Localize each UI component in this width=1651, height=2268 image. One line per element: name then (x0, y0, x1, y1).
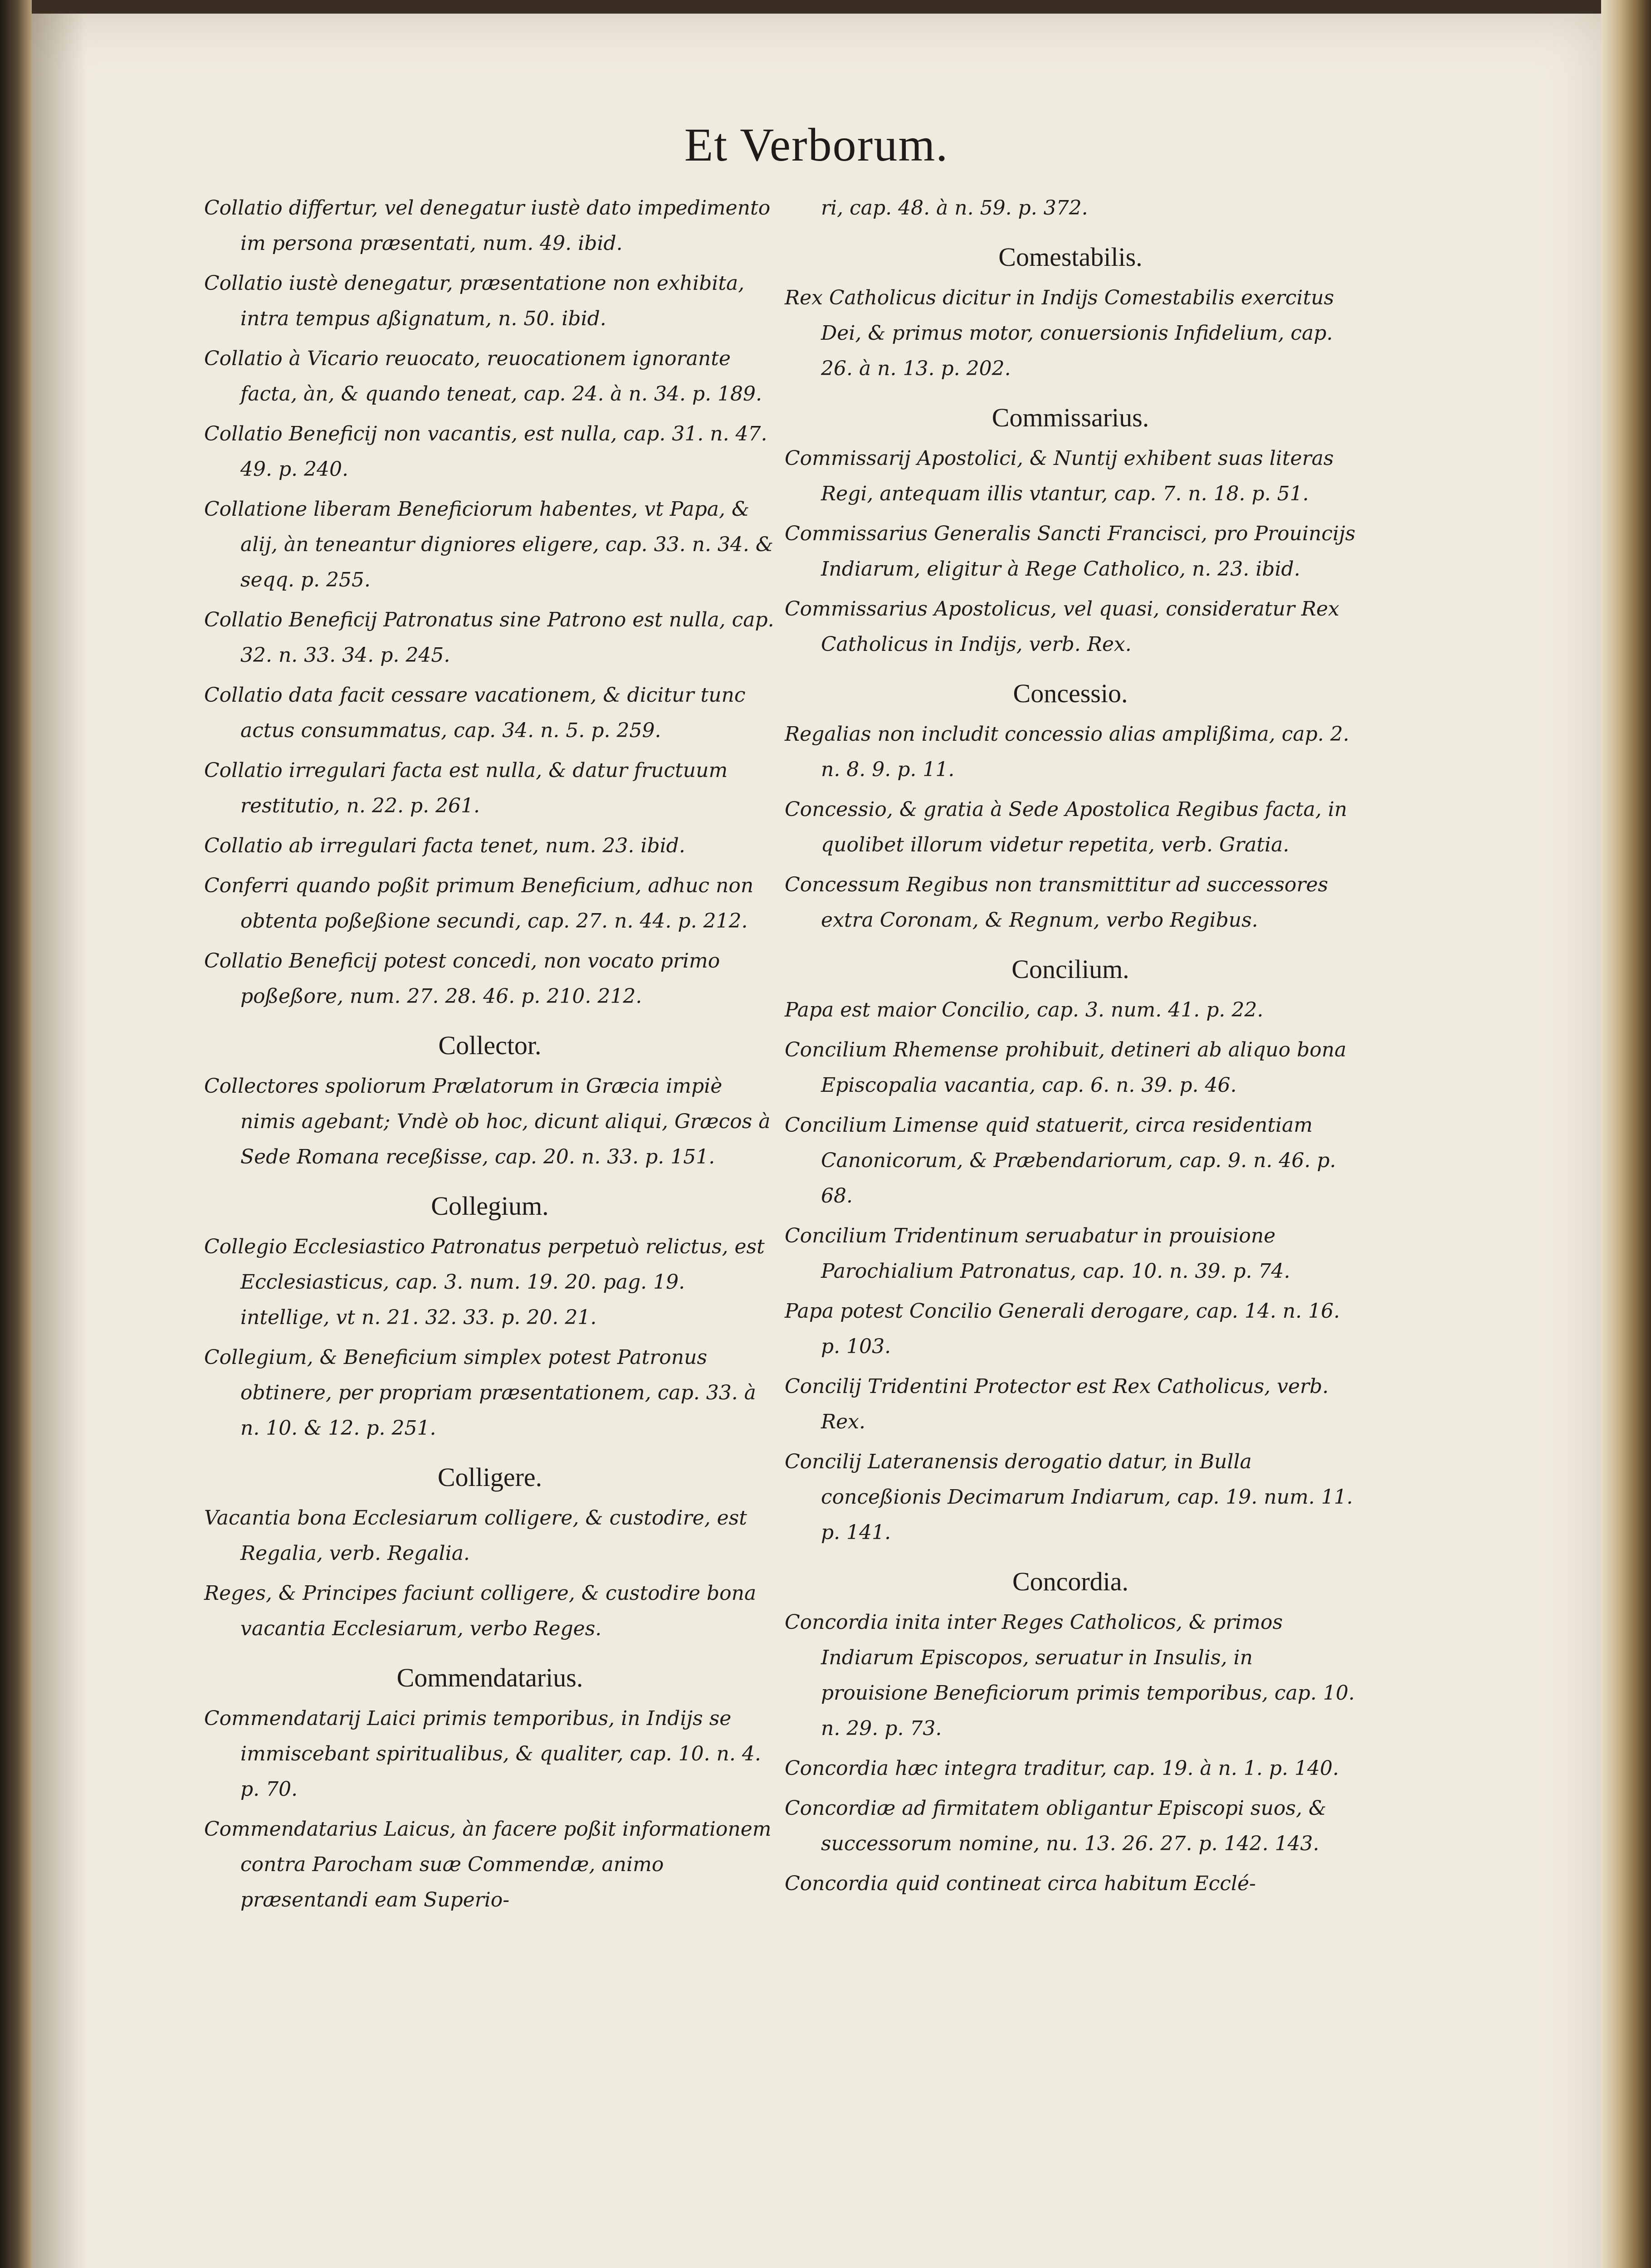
index-entry: Reges, & Principes faciunt colligere, & custodire bona vacantia Ecclesiarum, verbo Reges. (204, 1582, 757, 1640)
index-entry: Collatione liberam Beneficiorum habentes, vt Papa, & alij, àn teneantur digniores eligere, cap. 33. n. 34. & seqq. p. 255. (204, 498, 774, 591)
running-head: Et Verborum. (684, 119, 949, 171)
index-entry: Collatio iustè denegatur, præsentatione non exhibita, intra tempus aßignatum, n. 50. ibid. (204, 272, 745, 330)
section-heading-colligere: Colligere. (437, 1462, 542, 1492)
index-entry: Collegio Ecclesiastico Patronatus perpetuò relictus, est Ecclesiasticus, cap. 3. num. 19. 20. pag. 19. intellige, vt n. 21. 32. 33. p. 20. 21. (204, 1235, 765, 1329)
index-entry: Collatio irregulari facta est nulla, & datur fructuum restitutio, n. 22. p. 261. (204, 759, 728, 817)
facing-page-edge (0, 0, 32, 2268)
index-entry: Concilij Lateranensis derogatio datur, in Bulla conceßionis Decimarum Indiarum, cap. 19. num. 11. p. 141. (785, 1450, 1353, 1544)
index-entry: Concordia hæc integra traditur, cap. 19. à n. 1. p. 140. (785, 1757, 1339, 1780)
section-heading-concordia: Concordia. (1012, 1567, 1129, 1596)
section-heading-commissarius: Commissarius. (992, 403, 1149, 432)
index-entry: Papa potest Concilio Generali derogare, cap. 14. n. 16. p. 103. (785, 1300, 1340, 1358)
index-entry: Commissarius Apostolicus, vel quasi, consideratur Rex Catholicus in Indijs, verb. Rex. (785, 597, 1339, 656)
page-stack-edge (1601, 0, 1651, 2268)
section-heading-comestabilis: Comestabilis. (998, 242, 1143, 272)
section-heading-collegium: Collegium. (431, 1191, 549, 1221)
index-entry: Collatio differtur, vel denegatur iustè dato impedimento im persona præsentati, num. 49. ibid. (204, 196, 771, 255)
index-entry: Collatio data facit cessare vacationem, & dicitur tunc actus consummatus, cap. 34. n. 5. p. 259. (204, 684, 746, 742)
section-heading-collector: Collector. (438, 1031, 542, 1060)
index-entry: Rex Catholicus dicitur in Indijs Comestabilis exercitus Dei, & primus motor, conuersionis Infidelium, cap. 26. à n. 13. p. 202. (785, 286, 1334, 380)
index-entry: Commissarius Generalis Sancti Francisci, pro Prouincijs Indiarum, eligitur à Rege Catholico, n. 23. ibid. (785, 522, 1356, 581)
index-entry-continuation: ri, cap. 48. à n. 59. p. 372. (821, 196, 1088, 220)
index-entry: Papa est maior Concilio, cap. 3. num. 41. p. 22. (785, 998, 1264, 1022)
index-entry: Collatio Beneficij Patronatus sine Patrono est nulla, cap. 32. n. 33. 34. p. 245. (204, 608, 774, 667)
gutter-shadow (32, 14, 86, 2268)
section-heading-commendatarius: Commendatarius. (396, 1663, 583, 1692)
index-entry: Concordia quid contineat circa habitum Ecclé- (785, 1872, 1256, 1895)
index-page (32, 14, 1601, 2268)
index-entry: Commendatarius Laicus, àn facere poßit informationem contra Parocham suæ Commendæ, animo præsentandi eam Superio- (204, 1818, 772, 1911)
index-entry: Collatio à Vicario reuocato, reuocationem ignorante facta, àn, & quando teneat, cap. 24. à n. 34. p. 189. (204, 347, 762, 406)
index-entry: Regalias non includit concessio alias amplißima, cap. 2. n. 8. 9. p. 11. (785, 723, 1349, 781)
index-entry: Concilium Limense quid statuerit, circa residentiam Canonicorum, & Præbendariorum, cap. 9. n. 46. p. 68. (785, 1114, 1336, 1207)
index-entry: Collectores spoliorum Prælatorum in Græcia impiè nimis agebant; Vndè ob hoc, dicunt aliqui, Græcos à Sede Romana receßisse, cap. 20. n. 33. p. 151. (204, 1075, 771, 1168)
index-entry: Collatio Beneficij non vacantis, est nulla, cap. 31. n. 47. 49. p. 240. (204, 422, 767, 481)
index-entry: Conferri quando poßit primum Beneficium, adhuc non obtenta poßeßione secundi, cap. 27. n. 44. p. 212. (204, 874, 754, 933)
index-entry: Commendatarij Laici primis temporibus, in Indijs se immiscebant spiritualibus, & qualiter, cap. 10. n. 4. p. 70. (204, 1707, 761, 1801)
index-entry: Commissarij Apostolici, & Nuntij exhibent suas literas Regi, antequam illis vtantur, cap. 7. n. 18. p. 51. (785, 447, 1334, 505)
index-entry: Concessum Regibus non transmittitur ad successores extra Coronam, & Regnum, verbo Regibus. (785, 873, 1329, 932)
index-entry: Concessio, & gratia à Sede Apostolica Regibus facta, in quolibet illorum videtur repetita, verb. Gratia. (785, 798, 1348, 856)
right-column (785, 191, 1356, 1906)
index-entry: Concordia inita inter Reges Catholicos, & primos Indiarum Episcopos, seruatur in Insulis, in prouisione Beneficiorum primis temporibus, cap. 10. n. 29. p. 73. (785, 1611, 1355, 1740)
index-entry: Collatio Beneficij potest concedi, non vocato primo poßeßore, num. 27. 28. 46. p. 210. 212. (204, 949, 720, 1008)
left-column (204, 191, 776, 1922)
index-entry: Vacantia bona Ecclesiarum colligere, & custodire, est Regalia, verb. Regalia. (204, 1506, 747, 1565)
section-heading-concilium: Concilium. (1011, 954, 1129, 984)
section-heading-concessio: Concessio. (1013, 679, 1128, 708)
index-entry: Collatio ab irregulari facta tenet, num. 23. ibid. (204, 834, 685, 857)
index-entry: Concordiæ ad firmitatem obligantur Episcopi suos, & successorum nomine, nu. 13. 26. 27. p. 142. 143. (785, 1797, 1327, 1855)
index-entry: Concilij Tridentini Protector est Rex Catholicus, verb. Rex. (785, 1375, 1329, 1433)
index-entry: Concilium Tridentinum seruabatur in prouisione Parochialium Patronatus, cap. 10. n. 39. p. 74. (785, 1224, 1290, 1283)
index-entry: Collegium, & Beneficium simplex potest Patronus obtinere, per propriam præsentationem, cap. 33. à n. 10. & 12. p. 251. (204, 1346, 756, 1440)
index-entry: Concilium Rhemense prohibuit, detineri ab aliquo bona Episcopalia vacantia, cap. 6. n. 39. p. 46. (785, 1038, 1347, 1097)
